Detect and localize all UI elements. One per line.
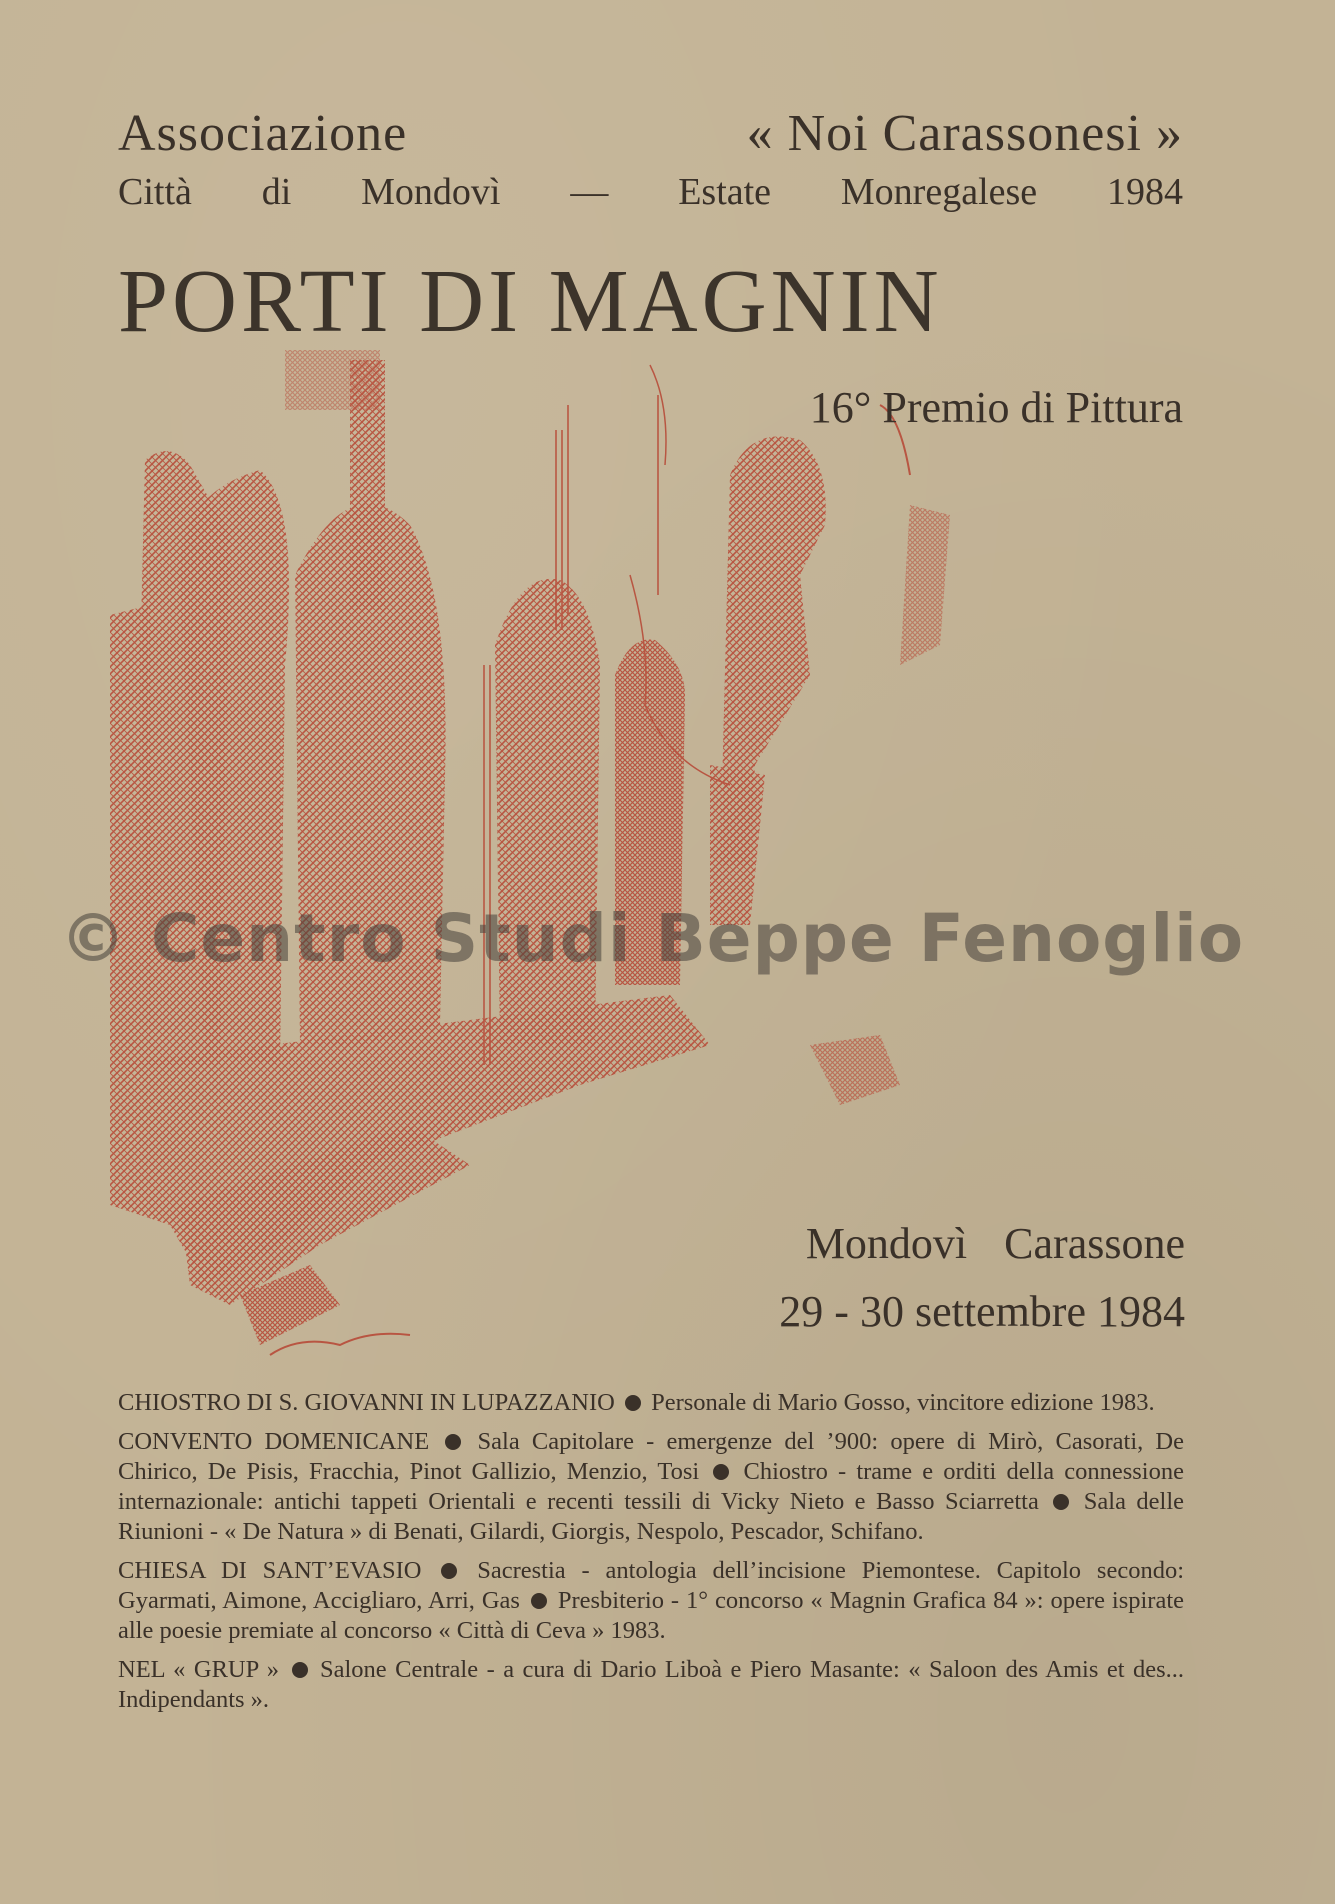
association-name: « Noi Carassonesi » bbox=[746, 105, 1183, 162]
event-location: Mondovì Carassone bbox=[805, 1219, 1185, 1268]
event-item bbox=[118, 1427, 1184, 1547]
event-item bbox=[118, 1655, 1184, 1715]
event-venue: CHIOSTRO DI S. GIOVANNI IN LUPAZZANIO bbox=[118, 1389, 615, 1416]
event-detail: Personale di Mario Gosso, vincitore edizione 1983. bbox=[651, 1389, 1155, 1416]
event-venue: CONVENTO DOMENICANE bbox=[118, 1428, 430, 1455]
copyright-watermark: © Centro Studi Beppe Fenoglio bbox=[60, 900, 1245, 977]
bullet-dot-icon bbox=[1053, 1494, 1069, 1510]
event-item bbox=[118, 1556, 1184, 1646]
event-venue: NEL « GRUP » bbox=[118, 1656, 280, 1683]
bullet-dot-icon bbox=[531, 1593, 547, 1609]
event-detail: Salone Centrale - a cura di Dario Liboà e Piero Masante: « Saloon des Amis et des... Indipendants ». bbox=[118, 1656, 1185, 1713]
bullet-dot-icon bbox=[625, 1395, 641, 1411]
events-list bbox=[118, 1388, 1184, 1724]
prize-subtitle: 16° Premio di Pittura bbox=[809, 383, 1183, 432]
bullet-dot-icon bbox=[292, 1662, 308, 1678]
event-detail: Chiostro - trame e orditi della connessione internazionale: antichi tappeti Orientali e recenti tessili di Vicky Nieto e Basso Sciarretta bbox=[118, 1458, 1184, 1515]
bullet-dot-icon bbox=[445, 1434, 461, 1450]
event-dates: 29 - 30 settembre 1984 bbox=[779, 1287, 1185, 1336]
event-item bbox=[118, 1388, 1184, 1418]
poster-title: PORTI DI MAGNIN bbox=[118, 252, 943, 351]
city-season-line: Città di Mondovì — Estate Monregalese 1984 bbox=[118, 171, 1183, 213]
event-detail: Sala Capitolare - emergenze del ’900: opere di Mirò, Casorati, De Chirico, De Pisis, Fracchia, Pinot Gallizio, Menzio, Tosi bbox=[118, 1428, 1185, 1485]
bullet-dot-icon bbox=[441, 1563, 457, 1579]
association-label: Associazione bbox=[118, 105, 408, 162]
event-detail: Sala delle Riunioni - « De Natura » di Benati, Gilardi, Giorgis, Nespolo, Pescador, Schifano. bbox=[118, 1488, 1185, 1545]
event-venue: CHIESA DI SANT’EVASIO bbox=[118, 1557, 422, 1584]
event-detail: Sacrestia - antologia dell’incisione Piemontese. Capitolo secondo: Gyarmati, Aimone, Accigliaro, Arri, Gas bbox=[118, 1557, 1185, 1614]
bullet-dot-icon bbox=[713, 1464, 729, 1480]
association-heading bbox=[118, 104, 1183, 163]
event-detail: Presbiterio - 1° concorso « Magnin Grafica 84 »: opere ispirate alle poesie premiate al concorso « Città di Ceva » 1983. bbox=[118, 1587, 1184, 1644]
